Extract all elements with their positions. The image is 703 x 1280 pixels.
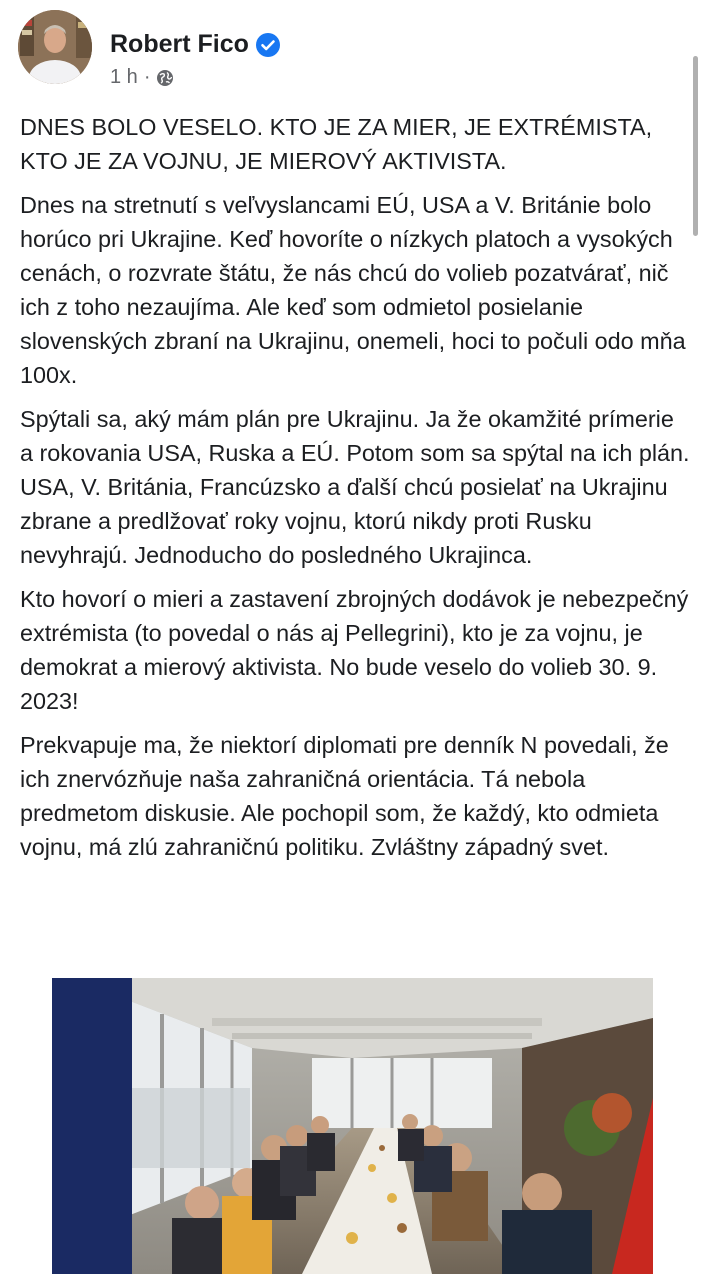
scrollbar[interactable] xyxy=(693,56,698,236)
meta-separator: · xyxy=(143,66,151,88)
post-paragraph: Prekvapuje ma, že niektorí diplomati pre denník N povedali, že ich znervózňuje naša zahraničná orientácia. Tá nebola predmetom diskusie. Ale pochopil som, že každý, kto odmieta vojnu, má zlú zahraničnú politiku. Zvláštny západný svet. xyxy=(20,732,669,860)
post-time[interactable]: 1 h xyxy=(110,66,138,88)
post-body xyxy=(20,110,690,874)
post-paragraph: Dnes na stretnutí s veľvyslancami EÚ, USA a V. Británie bolo horúco pri Ukrajine. Keď hovoríte o nízkych platoch a vysokých cenách, o rozvrate štátu, že nás chcú do volieb pozatvárať, nič ich z toho nezaujíma. Ale keď som odmietol posielanie slovenských zbraní na Ukrajinu, onemeli, hoci to počuli odo mňa 100x. xyxy=(20,192,686,388)
post-photo[interactable] xyxy=(52,978,653,1274)
verified-badge-icon xyxy=(256,33,280,57)
globe-icon[interactable] xyxy=(156,69,174,87)
author-name[interactable]: Robert Fico xyxy=(110,30,249,58)
author-avatar[interactable] xyxy=(18,10,92,84)
post-headline: DNES BOLO VESELO. KTO JE ZA MIER, JE EXTRÉMISTA, KTO JE ZA VOJNU, JE MIEROVÝ AKTIVISTA. xyxy=(20,114,653,174)
post-paragraph: Kto hovorí o mieri a zastavení zbrojných dodávok je nebezpečný extrémista (to povedal o nás aj Pellegrini), kto je za vojnu, je demokrat a mierový aktivista. No bude veselo do volieb 30. 9. 2023! xyxy=(20,586,689,714)
post-paragraph: Spýtali sa, aký mám plán pre Ukrajinu. Ja že okamžité prímerie a rokovania USA, Ruska a EÚ. Potom som sa spýtal na ich plán. USA, V. Británia, Francúzsko a ďalší chcú posielať na Ukrajinu zbrane a predlžovať roky vojnu, ktorú nikdy proti Rusku nevyhrajú. Jednoducho do posledného Ukrajinca. xyxy=(20,406,690,568)
author-name-row[interactable] xyxy=(110,30,280,59)
post-meta xyxy=(110,66,174,89)
